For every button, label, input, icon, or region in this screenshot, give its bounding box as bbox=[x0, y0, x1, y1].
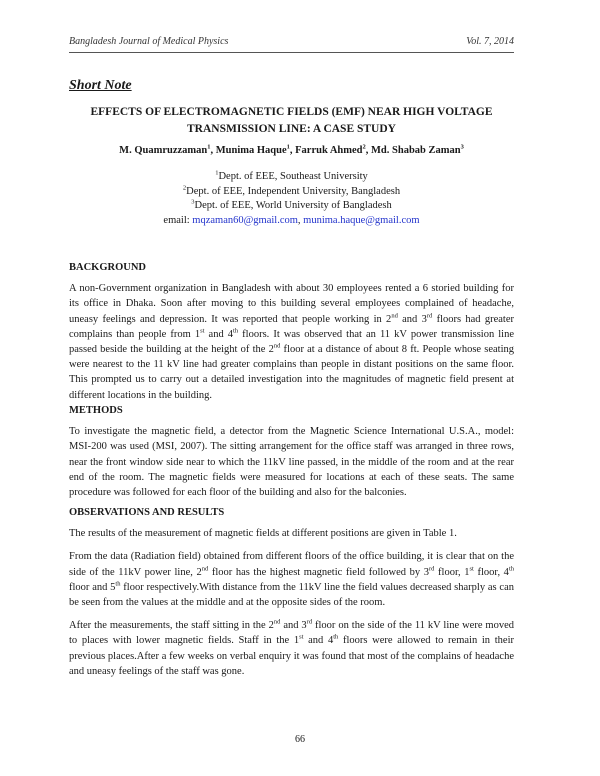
page-number: 66 bbox=[295, 734, 305, 745]
section-heading: OBSERVATIONS AND RESULTS bbox=[69, 507, 225, 518]
author-name: Md. Shabab Zaman bbox=[371, 145, 461, 156]
author-name: Farruk Ahmed bbox=[295, 145, 363, 156]
body-paragraph: A non-Government organization in Bangladesh with about 30 employees rented a 6 storied building for its office in Dhaka. Soon after moving to this building several employees complained of headache, uneasy feelings and depression. It was reported that people working in 2nd and 3rd floors had greater complains than people from 1st and 4th floors. It was observed that an 11 kV power transmission line passed beside the building at the height of the 2nd floor at a distance of about 8 ft. People whose seating were nearest to the 11 kV line had greater complains than people in distant positions on the same floor. This prompted us to carry out a detailed investigation into the magnitudes of magnetic field present at different locations in the building. bbox=[69, 283, 515, 401]
running-header bbox=[69, 36, 514, 47]
section-heading: METHODS bbox=[69, 405, 123, 416]
body-paragraph: After the measurements, the staff sitting in the 2nd and 3rd floor on the side of the 11 kV line were moved to places with lower magnetic fields. Staff in the 1st and 4th floors were allowed to remain in their previous places.After a few weeks on verbal enquiry it was found that most of the complains of headache and uneasy feelings of the staff was gone. bbox=[69, 618, 515, 677]
email-link-2[interactable]: munima.haque@gmail.com bbox=[303, 214, 420, 226]
title-line-2: TRANSMISSION LINE: A CASE STUDY bbox=[187, 123, 396, 135]
affiliation-line: $^1$Dept. of EEE, Southeast University bbox=[215, 169, 368, 182]
email-line: email: mqzaman60@gmail.com, munima.haque@gmail.com bbox=[163, 214, 420, 226]
affiliation-line: $^3$Dept. of EEE, World University of Bangladesh bbox=[191, 198, 392, 211]
section-background bbox=[69, 260, 514, 411]
body-paragraph: To investigate the magnetic field, a detector from the Magnetic Science International U.S.A., model: MSI-200 was used (MSI, 2007). The sitting arrangement for the office staff was arranged in three rows, near the front window side near to which the 11kV line passed, in the middle of the room and at the rear end of the room. The magnetic fields were measured for locations at each of these seats. The same procedure was followed for each floor of the building and also for the balconies. bbox=[69, 426, 514, 499]
author-name: M. Quamruzzaman bbox=[119, 145, 208, 156]
article-type: Short Note bbox=[69, 78, 132, 93]
email-label: email: bbox=[163, 214, 190, 226]
affiliations bbox=[69, 170, 514, 228]
article-title bbox=[69, 104, 514, 138]
email-link-1[interactable]: mqzaman60@gmail.com bbox=[192, 214, 298, 226]
author-affil-mark: 1 bbox=[286, 143, 290, 151]
journal-name: Bangladesh Journal of Medical Physics bbox=[69, 36, 229, 47]
author-affil-mark: 3 bbox=[460, 143, 464, 151]
affiliation-line: $^2$Dept. of EEE, Independent University, Bangladesh bbox=[182, 184, 401, 197]
author-affil-mark: 2 bbox=[362, 143, 366, 151]
header-rule bbox=[69, 52, 514, 53]
section-observations bbox=[69, 505, 514, 687]
author-affil-mark: 1 bbox=[207, 143, 211, 151]
author-list: M. Quamruzzaman$^1$, Munima Haque$^1$, Farruk Ahmed$^2$, Md. Shabab Zaman$^3$ bbox=[119, 143, 464, 156]
title-line-1: EFFECTS OF ELECTROMAGNETIC FIELDS (EMF) NEAR HIGH VOLTAGE bbox=[90, 106, 493, 118]
body-paragraph: From the data (Radiation field) obtained from different floors of the office building, it is clear that on the side of the 11kV power line, 2nd floor has the highest magnetic field followed by 3rd floor, 1st floor, 4th floor and 5th floor respectively.With distance from the 11kV line the field values decreased sharply as can be seen from the values at the middle and at the opposite sides of the room. bbox=[69, 551, 514, 609]
section-methods bbox=[69, 403, 514, 508]
author-name: Munima Haque bbox=[215, 145, 287, 156]
journal-volume: Vol. 7, 2014 bbox=[466, 36, 514, 47]
body-paragraph: The results of the measurement of magnetic fields at different positions are given in Table 1. bbox=[69, 528, 457, 540]
section-heading: BACKGROUND bbox=[69, 262, 147, 273]
